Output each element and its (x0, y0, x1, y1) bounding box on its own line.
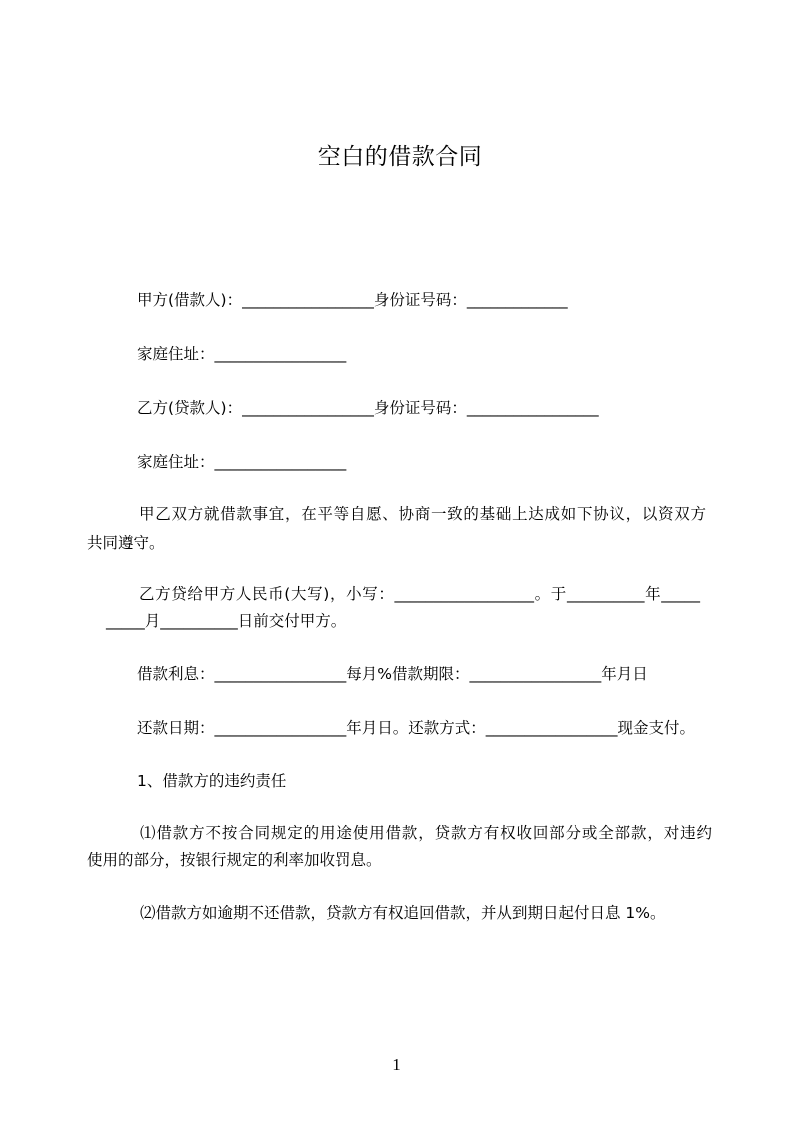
party-a-name-id-line: 甲方(借款人)：_________________身份证号码：_____________ (137, 291, 568, 309)
document-title: 空白的借款合同 (317, 144, 483, 170)
loan-amount-line-1: 乙方贷给甲方人民币(大写)，小写：__________________。于__________年_____ (139, 585, 700, 603)
preamble-line-1: 甲乙双方就借款事宜，在平等自愿、协商一致的基础上达成如下协议，以资双方 (139, 505, 706, 523)
party-b-address-line: 家庭住址：_________________ (137, 453, 347, 471)
clause-1-line-2: 使用的部分，按银行规定的利率加收罚息。 (87, 851, 382, 869)
repayment-line: 还款日期：_________________年月日。还款方式：_________________现金支付。 (137, 719, 696, 737)
preamble-line-2: 共同遵守。 (87, 534, 165, 552)
loan-amount-line-2: _____月__________日前交付甲方。 (106, 612, 347, 630)
page-number: 1 (392, 1055, 401, 1074)
interest-term-line: 借款利息：_________________每月%借款期限：_________________年月日 (137, 665, 648, 683)
party-b-name-id-line: 乙方(贷款人)：_________________身份证号码：_________________ (137, 399, 599, 417)
clause-1-line-1: ⑴借款方不按合同规定的用途使用借款，贷款方有权收回部分或全部款，对违约 (140, 824, 712, 842)
clause-2-line: ⑵借款方如逾期不还借款，贷款方有权追回借款，并从到期日起付日息 1%。 (140, 904, 666, 922)
party-a-address-line: 家庭住址：_________________ (137, 345, 347, 363)
section-1-heading: 1、借款方的违约责任 (137, 772, 287, 790)
